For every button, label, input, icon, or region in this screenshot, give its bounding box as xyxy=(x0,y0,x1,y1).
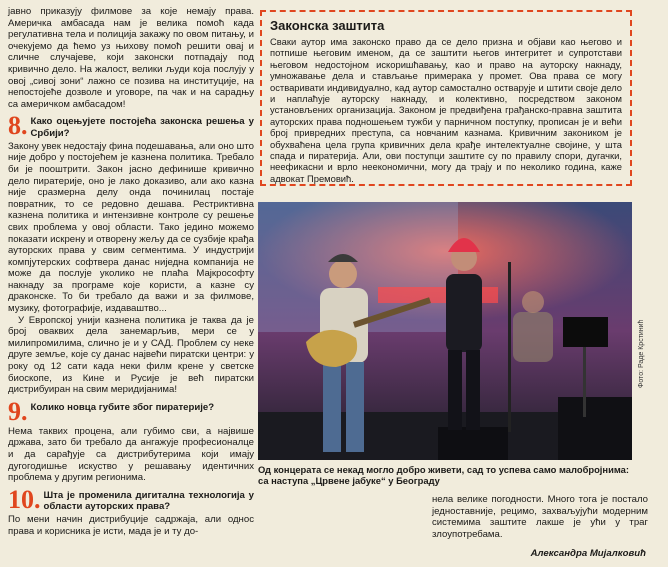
question-9 xyxy=(8,396,254,426)
question-text: Колико новца губите због пиратерије? xyxy=(30,401,215,413)
question-number: 8. xyxy=(8,111,28,141)
right-column-text: нела велике погодности. Много тога је постало једноставније, рецимо, захваљујући модерним системима заштите лакше је ући у траг злоупотребама. xyxy=(432,494,648,540)
photo-credit: Фото: Раде Крстинић xyxy=(638,319,645,388)
concert-photo xyxy=(258,202,632,460)
legal-protection-box xyxy=(260,10,632,186)
answer-10: По мени начин дистрибуције садржаја, али однос права и корисника је исти, мада је и ту до- xyxy=(8,514,254,537)
question-number: 10. xyxy=(8,484,41,514)
left-column xyxy=(8,6,254,537)
question-text: Како оцењујете постојећа законска решења у Србији? xyxy=(30,116,254,139)
answer-8-paragraph-1: Закону увек недостају фина подешавања, али оно што није добро у постојећем је казнена политика. Требало би је пооштрити. Закон јасно дефинише кривично дело пиратерије, оно је лако доказиво, али ако казна није сразмерна делу онда починилац постаје повратник, то се редовно дешава. Рестриктивна казнена политика и интензивне контроле су решење свих проблема у овој области. Тако једино можемо показати искрену и отворену жељу да се сузбије крађа ауторских права у свим сегментима. У индустрији компјутерских софтвера данас ниједна компанија не може да послује уколико не плаћа Мајкрософту накнаду за програме које користи, а казне су драконске. То би требало да важи и за филмове, музику, фотографије, издаваштво... xyxy=(8,140,254,315)
question-8 xyxy=(8,111,254,141)
box-title: Законска заштита xyxy=(270,18,385,33)
answer-9: Нема таквих процена, али губимо сви, а највише држава, зато би требало да ангажује професионалце и да сарађује са дистрибутерима који имају дугогодишње искуство у решавању идентичних проблема у другим регионима. xyxy=(8,425,254,484)
concert-photo-illustration xyxy=(258,202,632,460)
author-byline: Александра Мијалковић xyxy=(530,548,646,559)
answer-8-paragraph-2: У Европској унији казнена политика је таква да је број оваквих дела занемарљив, мери се у милипромилима, слично је и у САД. Проблем су неке друге земље, које су данас највећи пиратски центри: у року од 12 сати када неки филм крене у светске биоскопе, из Кине и Русије је већ пиратски дистрибуиран на свим меридијанима! xyxy=(8,314,254,396)
intro-paragraph: јавно приказују филмове за које немају права. Америчка амбасада нам је велика помоћ када регулативна тела и полиција закажу по овом питању, и очекујемо да ћемо уз њихову помоћ решити овај и сличне случајеве, који законски потпадају под кривично дело. На жалост, велики људи која послују у овој „сивој зони“ лажно се позива на институције, на непостојеће дозволе и уговоре, па чак и на сарадњу са америчком амбасадом! xyxy=(8,6,254,110)
box-text: Сваки аутор има законско право да се дело призна и објави као његово и потпише његовим именом, да се заштити његов интегритет и супротстави његовом недостојном искоришћавању, као и право на ауторску накнаду, умножавање дела и стављање примерака у промет. Ова права се могу остваривати индивидуално, кад аутор самостално остварује и штити своје дело и наплаћује ауторску накнаду, и колективно, посредством законом установљених организација. Законом је предвиђена грађанско-правна заштита ауторских права подношењем тужби у парничном поступку, прописан је и већи број привредних преступа, са новчаним казнама. Кривичним закоником је обухваћена цела група кривичних дела крађе интелектуалне својине, у шта спада и пиратерија. Али, ови поступци заштите су по правилу спори, дугачки, неефикасни и врло неекономични, могу да трају и по неколико година, каже адвокат Премовић. xyxy=(270,36,622,184)
photo-caption: Од концерата се некад могло добро живети, сад то успева само малобројнима: са наступа „Црвене јабуке“ у Београду xyxy=(258,464,629,487)
question-number: 9. xyxy=(8,396,28,426)
question-10 xyxy=(8,484,254,514)
question-text: Шта је променила дигитална технологија у области ауторских права? xyxy=(43,489,254,512)
